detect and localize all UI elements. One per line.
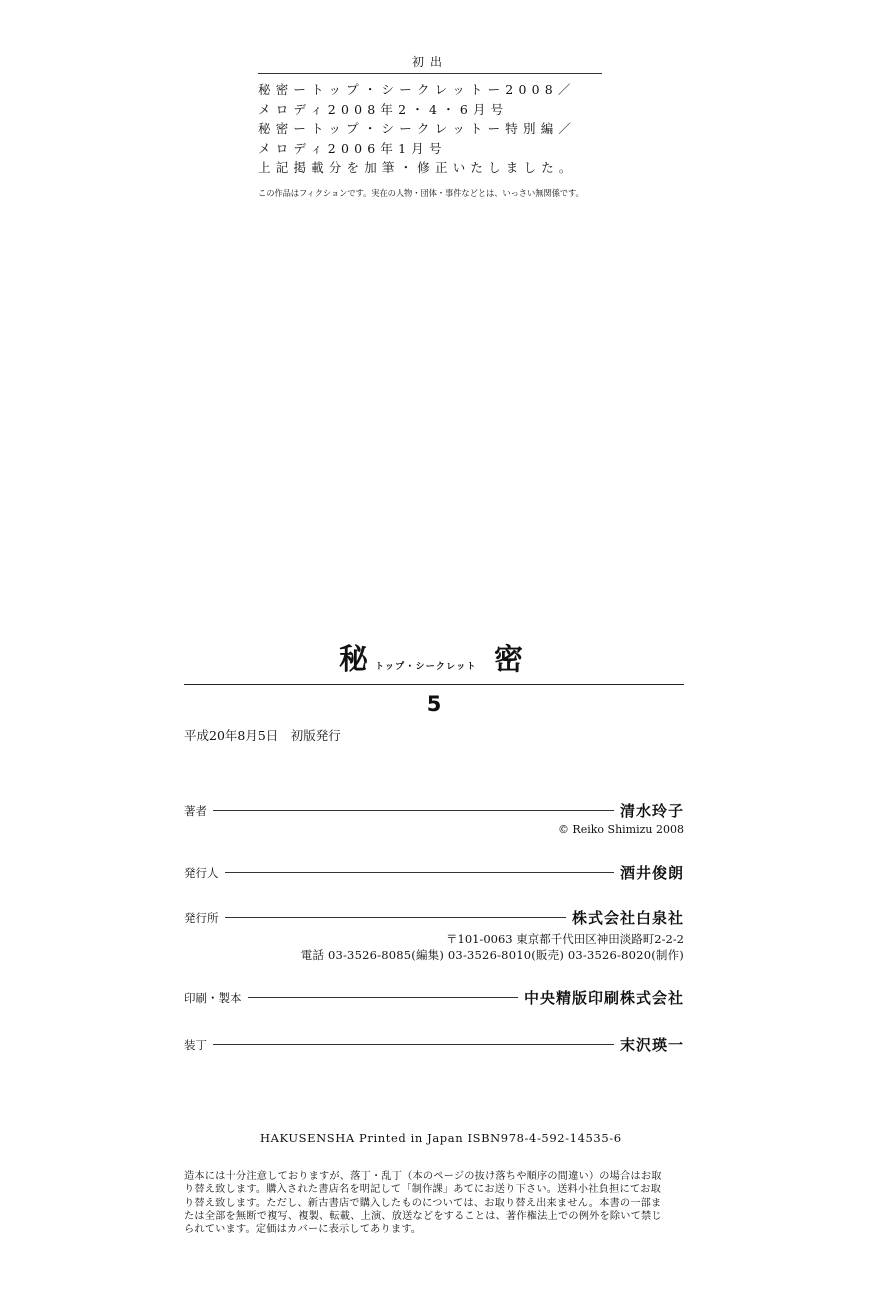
- company-name: 株式会社白泉社: [571, 909, 684, 927]
- author-name: 清水玲子: [619, 802, 684, 820]
- title-ruby: トップ・シークレット: [375, 662, 477, 672]
- first-publication-line: メロディ2006年1月号: [258, 140, 447, 156]
- design-label: 装丁: [184, 1037, 207, 1052]
- volume-number: 5: [426, 692, 442, 716]
- title-kanji-second: 密: [494, 642, 524, 676]
- title-kanji-first: 秘: [339, 642, 369, 676]
- copyright-notice: © Reiko Shimizu 2008: [557, 823, 684, 836]
- first-publication-block: [258, 52, 602, 199]
- first-publication-line: 秘密ートップ・シークレットー特別編／: [258, 121, 577, 136]
- printer-label: 印刷・製本: [184, 990, 242, 1005]
- binding-notice: 造本には十分注意しておりますが、落丁・乱丁（本のページの抜け落ちや順序の間違い）の場合はお取 り替え致します。購入された書店名を明記して「制作課」あてにお送り下さい。送料小社負担にてお取 り替え致します。ただし、新古書店で購入したものについては、お取り替え出来ません。本書の一部ま たは全部を無断で複写、複製、転載、上演、放送などをすることは、著作権法上での例外を除いて禁じ られています。定価はカバーに表示してあります。: [184, 1171, 662, 1236]
- first-publication-line: 秘密ートップ・シークレットー2008／: [258, 82, 576, 97]
- leader-line: [213, 1044, 614, 1045]
- publication-date: 平成20年8月5日 初版発行: [184, 728, 341, 743]
- design-row: [184, 1034, 684, 1055]
- divider: [258, 73, 602, 74]
- author-row: [184, 800, 684, 821]
- leader-line: [213, 810, 614, 811]
- company-row: [184, 907, 684, 928]
- printer-row: [184, 987, 684, 1008]
- company-phone: 電話 03-3526-8085(編集) 03-3526-8010(販売) 03-3526-8020(制作): [300, 948, 684, 962]
- leader-line: [225, 872, 614, 873]
- first-publication-line: 上記掲載分を加筆・修正いたしました。: [258, 160, 577, 175]
- title-divider: [184, 684, 684, 685]
- isbn-line: HAKUSENSHA Printed in Japan ISBN978-4-592-14535-6: [260, 1131, 622, 1145]
- leader-line: [248, 997, 518, 998]
- author-label: 著者: [184, 803, 207, 818]
- publisher-row: [184, 862, 684, 883]
- company-label: 発行所: [184, 910, 219, 925]
- publisher-name: 酒井俊朗: [619, 864, 684, 882]
- colophon: [184, 640, 684, 1054]
- leader-line: [225, 917, 566, 918]
- company-address: 〒101-0063 東京都千代田区神田淡路町2-2-2: [446, 932, 684, 946]
- first-publication-line: メロディ2008年2・4・6月号: [258, 101, 509, 117]
- series-title: [184, 640, 684, 684]
- designer-name: 末沢瑛一: [619, 1036, 684, 1054]
- fiction-notice: この作品はフィクションです。実在の人物・団体・事件などとは、いっさい無関係です。: [258, 187, 584, 198]
- publisher-label: 発行人: [184, 865, 219, 880]
- first-publication-title: 初出: [411, 55, 448, 69]
- printer-name: 中央精版印刷株式会社: [523, 989, 684, 1007]
